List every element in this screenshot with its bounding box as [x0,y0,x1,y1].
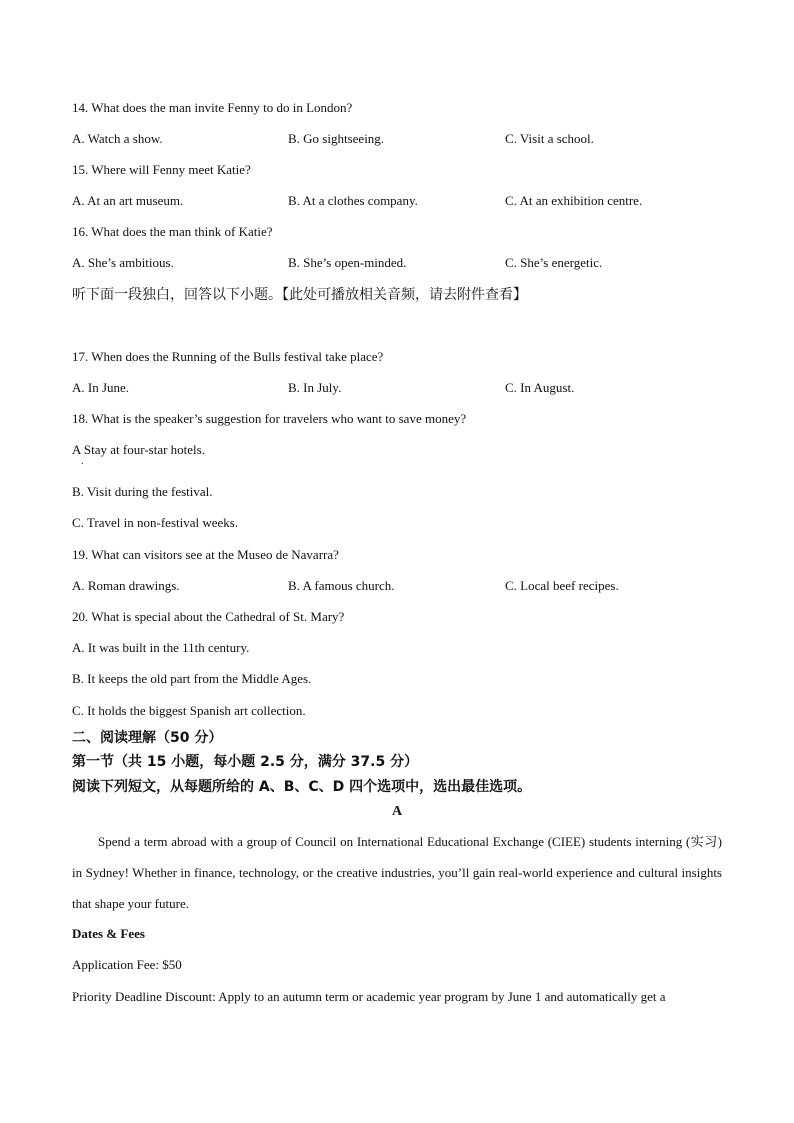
q16-option-c: C. She’s energetic. [505,255,603,270]
q19-option-b: B. A famous church. [288,578,395,593]
q16-option-b: B. She’s open-minded. [288,255,407,270]
question-17: 17. When does the Running of the Bulls festival take place? [72,349,384,364]
q17-option-c: C. In August. [505,380,575,395]
q20-option-c: C. It holds the biggest Spanish art collection. [72,703,306,718]
q15-option-a: A. At an art museum. [72,193,184,208]
stray-dot: . [81,456,84,467]
q18-option-a: A Stay at four-star hotels. [72,442,205,457]
q17-option-b: B. In July. [288,380,342,395]
q19-option-c: C. Local beef recipes. [505,578,619,593]
monologue-instruction: 听下面一段独白，回答以下小题。【此处可播放相关音频，请去附件查看】 [72,287,527,303]
section-heading: 二、阅读理解（50 分） [72,730,223,746]
q20-option-a: A. It was built in the 11th century. [72,640,250,655]
dates-fees-heading: Dates & Fees [72,926,145,941]
question-19: 19. What can visitors see at the Museo de Navarra? [72,547,339,562]
q16-option-a: A. She’s ambitious. [72,255,174,270]
q15-option-c: C. At an exhibition centre. [505,193,643,208]
question-18: 18. What is the speaker’s suggestion for travelers who want to save money? [72,411,467,426]
q19-option-a: A. Roman drawings. [72,578,180,593]
q20-option-b: B. It keeps the old part from the Middle Ages. [72,671,312,686]
q14-option-a: A. Watch a show. [72,131,163,146]
q14-option-c: C. Visit a school. [505,131,594,146]
q18-option-b: B. Visit during the festival. [72,484,213,499]
question-15: 15. Where will Fenny meet Katie? [72,162,251,177]
section-part1: 第一节（共 15 小题，每小题 2.5 分，满分 37.5 分） [72,754,419,770]
passage-intro [72,826,722,919]
question-14: 14. What does the man invite Fenny to do in London? [72,100,353,115]
application-fee: Application Fee: $50 [72,957,182,972]
q18-option-c: C. Travel in non-festival weeks. [72,515,239,530]
priority-deadline: Priority Deadline Discount: Apply to an autumn term or academic year program by June 1 and automatically get a [72,989,666,1004]
q15-option-b: B. At a clothes company. [288,193,418,208]
q17-option-a: A. In June. [72,380,130,395]
question-16: 16. What does the man think of Katie? [72,224,273,239]
section-instruction: 阅读下列短文，从每题所给的 A、B、C、D 四个选项中，选出最佳选项。 [72,779,532,795]
q14-option-b: B. Go sightseeing. [288,131,385,146]
passage-intro-text: Spend a term abroad with a group of Council on International Educational Exchange (CIEE) students interning (实习) in Sydney! Whether in finance, technology, or the creative industries, you’ll gain real-world experience and cultural insights that shape your future. [72,834,722,911]
question-20: 20. What is special about the Cathedral of St. Mary? [72,609,345,624]
passage-label: A [391,804,403,819]
